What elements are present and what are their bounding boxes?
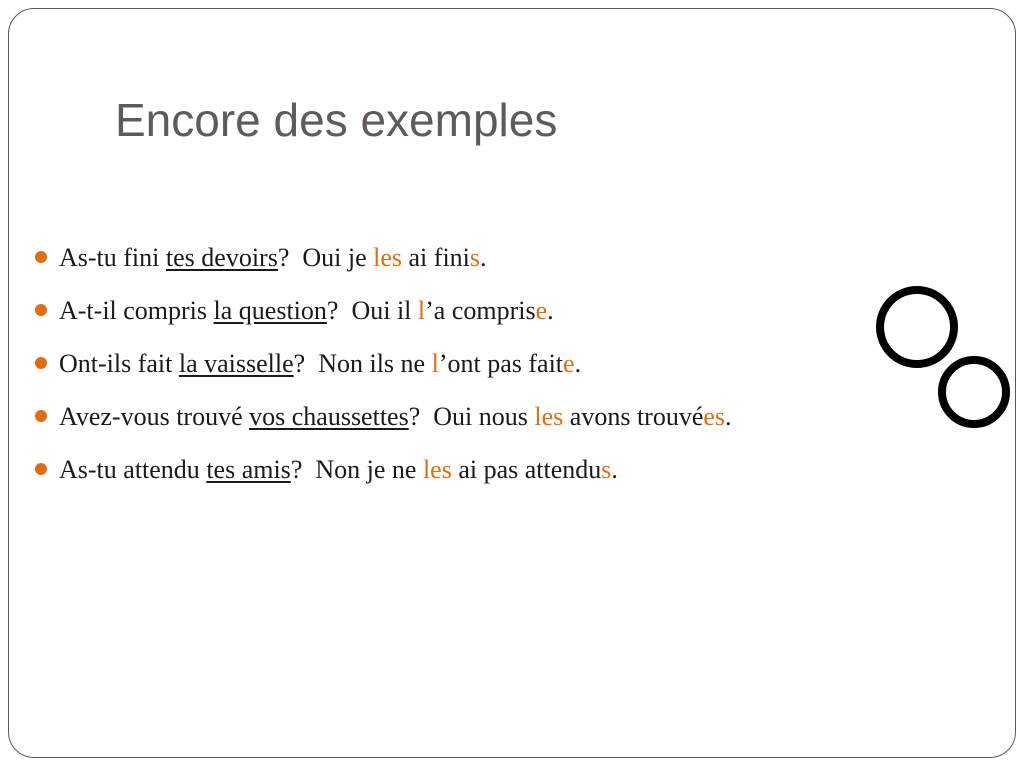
direct-object: vos chaussettes bbox=[249, 402, 409, 431]
bullet-item bbox=[59, 287, 732, 340]
ring-small-icon bbox=[942, 360, 1006, 424]
sentence-text: ai pas attendu bbox=[451, 455, 602, 484]
bullet-dot-icon bbox=[35, 251, 47, 263]
agreement-ending: e bbox=[563, 349, 575, 378]
object-pronoun: les bbox=[373, 243, 403, 272]
sentence-text: ? Non je ne bbox=[290, 455, 423, 484]
bullet-dot-icon bbox=[35, 463, 47, 475]
sentence-end: . bbox=[547, 296, 554, 325]
sentence-text: ai fini bbox=[402, 243, 470, 272]
sentence-text: ? Non ils ne bbox=[293, 349, 432, 378]
sentence-text: A-t-il compris bbox=[59, 296, 214, 325]
sentence-end: . bbox=[480, 243, 487, 272]
bullet-item bbox=[59, 340, 732, 393]
sentence-text: Ont-ils fait bbox=[59, 349, 179, 378]
sentence-text: As-tu attendu bbox=[59, 455, 207, 484]
sentence-end: . bbox=[611, 455, 618, 484]
bullet-item bbox=[59, 393, 732, 446]
sentence-text: As-tu fini bbox=[59, 243, 166, 272]
bullet-item bbox=[59, 234, 732, 287]
ring-large-icon bbox=[880, 290, 954, 364]
bullet-dot-icon bbox=[35, 304, 47, 316]
sentence-text: avons trouvé bbox=[563, 402, 704, 431]
bullet-dot-icon bbox=[35, 357, 47, 369]
object-pronoun: les bbox=[534, 402, 564, 431]
sentence-text: ? Oui il bbox=[326, 296, 418, 325]
sentence-end: . bbox=[574, 349, 582, 378]
direct-object: la question bbox=[213, 296, 327, 325]
bullet-dot-icon bbox=[35, 410, 47, 422]
direct-object: la vaisselle bbox=[178, 349, 294, 378]
sentence-end: . bbox=[725, 402, 732, 431]
bullet-item bbox=[59, 446, 732, 499]
object-pronoun: l bbox=[431, 349, 439, 378]
slide bbox=[8, 8, 1016, 758]
sentence-text: ? Oui nous bbox=[408, 402, 535, 431]
agreement-ending: es bbox=[703, 402, 726, 431]
agreement-ending: s bbox=[469, 243, 481, 272]
sentence-text: ’ont pas fait bbox=[438, 349, 564, 378]
sentence-text: ’a compris bbox=[425, 296, 536, 325]
direct-object: tes amis bbox=[206, 455, 291, 484]
sentence-text: ? Oui je bbox=[277, 243, 374, 272]
decorative-rings-icon bbox=[869, 282, 1017, 432]
agreement-ending: s bbox=[601, 455, 612, 484]
bullet-list bbox=[59, 234, 732, 499]
direct-object: tes devoirs bbox=[165, 243, 278, 272]
slide-title: Encore des exemples bbox=[115, 94, 558, 146]
sentence-text: Avez-vous trouvé bbox=[59, 402, 250, 431]
object-pronoun: l bbox=[417, 296, 426, 325]
object-pronoun: les bbox=[422, 455, 452, 484]
agreement-ending: e bbox=[535, 296, 548, 325]
